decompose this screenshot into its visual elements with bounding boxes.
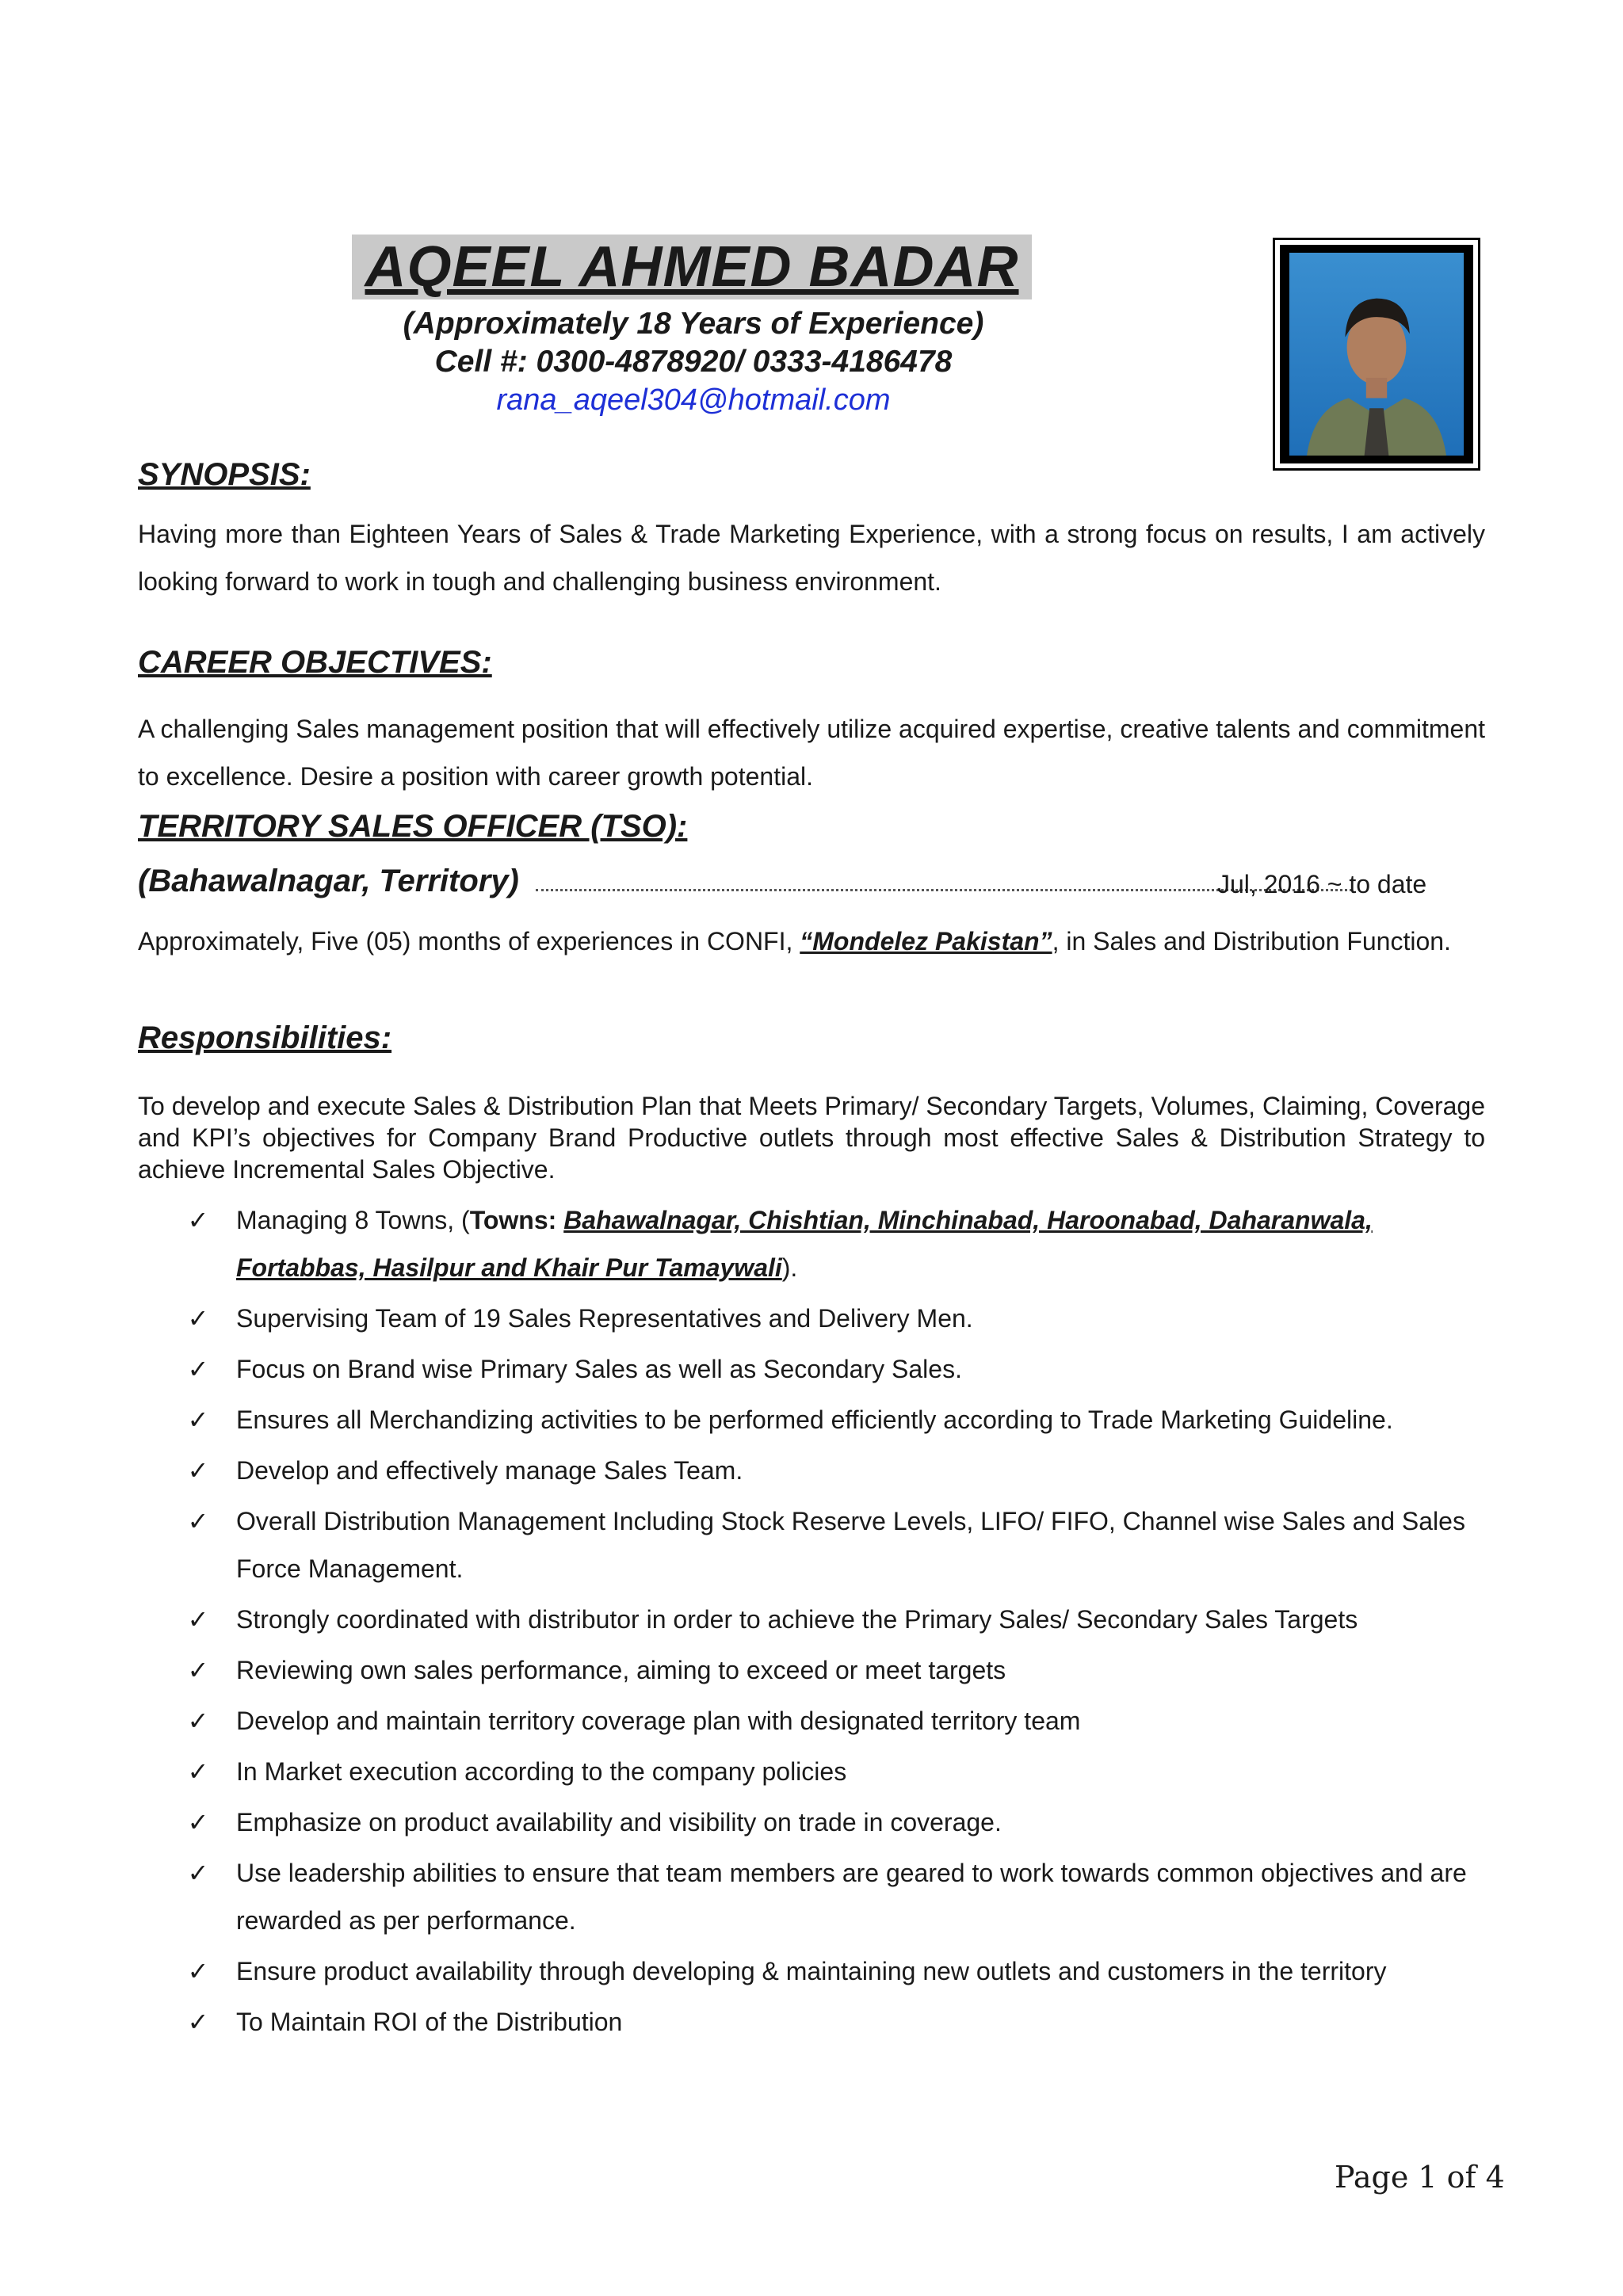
- list-item-text: Ensures all Merchandizing activities to be performed efficiently according to Trade Marketing Guideline.: [236, 1405, 1393, 1434]
- list-item-text: Develop and maintain territory coverage plan with designated territory team: [236, 1707, 1081, 1735]
- synopsis-heading: SYNOPSIS:: [138, 457, 311, 492]
- checkmark-icon: ✓: [187, 1303, 209, 1333]
- list-item: [182, 1998, 1485, 2046]
- checkmark-icon: ✓: [187, 1706, 209, 1736]
- list-item-text: Overall Distribution Management Including Stock Reserve Levels, LIFO/ FIFO, Channel wise Sales and Sales Force Management.: [236, 1507, 1465, 1583]
- responsibilities-intro: To develop and execute Sales & Distribution Plan that Meets Primary/ Secondary Targets, Volumes, Claiming, Coverage and KPI’s objectives for Company Brand Productive outlets through most effective Sales & Distribution Strategy to achieve Incremental Sales Objective.: [138, 1092, 1485, 1184]
- portrait-icon: [1289, 253, 1464, 456]
- page-number: Page 1 of 4: [1335, 2160, 1505, 2195]
- list-item-text: Supervising Team of 19 Sales Representatives and Delivery Men.: [236, 1304, 973, 1333]
- checkmark-icon: ✓: [187, 1405, 209, 1435]
- list-item: [182, 1697, 1485, 1745]
- checkmark-icon: ✓: [187, 1807, 209, 1837]
- checkmark-icon: ✓: [187, 1205, 209, 1235]
- job-title-heading: TERRITORY SALES OFFICER (TSO):: [138, 809, 688, 844]
- email-link[interactable]: rana_aqeel304@hotmail.com: [496, 383, 891, 417]
- territory-line: [138, 862, 1485, 902]
- checkmark-icon: ✓: [187, 1756, 209, 1787]
- list-item: [182, 1396, 1485, 1444]
- list-item: [182, 1596, 1485, 1643]
- candidate-name: AQEEL AHMED BADAR: [352, 235, 1032, 299]
- list-item: [182, 1497, 1485, 1592]
- towns-pre: Managing 8 Towns, (: [236, 1206, 470, 1234]
- checkmark-icon: ✓: [187, 2007, 209, 2037]
- responsibilities-heading: Responsibilities:: [138, 1020, 392, 1055]
- list-item-text: Use leadership abilities to ensure that team members are geared to work towards common objectives and are rewarded as per performance.: [236, 1859, 1467, 1935]
- checkmark-icon: ✓: [187, 1455, 209, 1486]
- towns-list: Bahawalnagar, Chishtian, Minchinabad, Haroonabad, Daharanwala, Fortabbas, Hasilpur and Khair Pur Tamaywali: [236, 1206, 1373, 1282]
- list-item: [182, 1345, 1485, 1393]
- list-item: [182, 1447, 1485, 1494]
- checkmark-icon: ✓: [187, 1956, 209, 1986]
- towns-label: Towns:: [469, 1206, 557, 1234]
- list-item-text: Ensure product availability through developing & maintaining new outlets and customers in the territory: [236, 1957, 1387, 1985]
- career-objectives-heading: CAREER OBJECTIVES:: [138, 645, 492, 680]
- experience-pre: Approximately, Five (05) months of experiences in CONFI,: [138, 927, 793, 955]
- list-item-text: Emphasize on product availability and visibility on trade in coverage.: [236, 1808, 1002, 1836]
- list-item-text: Focus on Brand wise Primary Sales as well as Secondary Sales.: [236, 1355, 962, 1383]
- list-item-text: Reviewing own sales performance, aiming to exceed or meet targets: [236, 1656, 1006, 1684]
- list-item: [182, 1947, 1485, 1995]
- list-item-text: Develop and effectively manage Sales Team.: [236, 1456, 743, 1485]
- synopsis-text: Having more than Eighteen Years of Sales & Trade Marketing Experience, with a strong focus on results, I am actively looking forward to work in tough and challenging business environment.: [138, 520, 1485, 596]
- towns-post: ).: [781, 1253, 798, 1282]
- experience-post: , in Sales and Distribution Function.: [1052, 927, 1451, 955]
- company-name: “Mondelez Pakistan”: [800, 927, 1052, 955]
- experience-text: [138, 925, 1485, 957]
- checkmark-icon: ✓: [187, 1858, 209, 1888]
- list-item: [182, 1196, 1485, 1291]
- list-item: [182, 1295, 1485, 1342]
- list-item: [182, 1849, 1485, 1944]
- cell-numbers: Cell #: 0300-4878920/ 0333-4186478: [434, 345, 953, 379]
- checkmark-icon: ✓: [187, 1655, 209, 1685]
- checkmark-icon: ✓: [187, 1354, 209, 1384]
- list-item: [182, 1748, 1485, 1795]
- list-item-text: In Market execution according to the company policies: [236, 1757, 847, 1786]
- employment-dates: Jul, 2016 ~ to date: [1217, 870, 1427, 898]
- checkmark-icon: ✓: [187, 1506, 209, 1536]
- responsibilities-list: [182, 1196, 1485, 2049]
- list-item: [182, 1798, 1485, 1846]
- list-item: [182, 1646, 1485, 1694]
- profile-photo: [1289, 253, 1464, 456]
- experience-summary: (Approximately 18 Years of Experience): [403, 307, 984, 341]
- career-objectives-text: A challenging Sales management position that will effectively utilize acquired expertise, creative talents and commitment to excellence. Desire a position with career growth potential.: [138, 715, 1485, 791]
- checkmark-icon: ✓: [187, 1604, 209, 1634]
- profile-photo-frame: [1273, 238, 1480, 471]
- territory-name: (Bahawalnagar, Territory): [138, 864, 519, 898]
- list-item-text: Strongly coordinated with distributor in order to achieve the Primary Sales/ Secondary Sales Targets: [236, 1605, 1358, 1634]
- list-item-text: To Maintain ROI of the Distribution: [236, 2008, 623, 2036]
